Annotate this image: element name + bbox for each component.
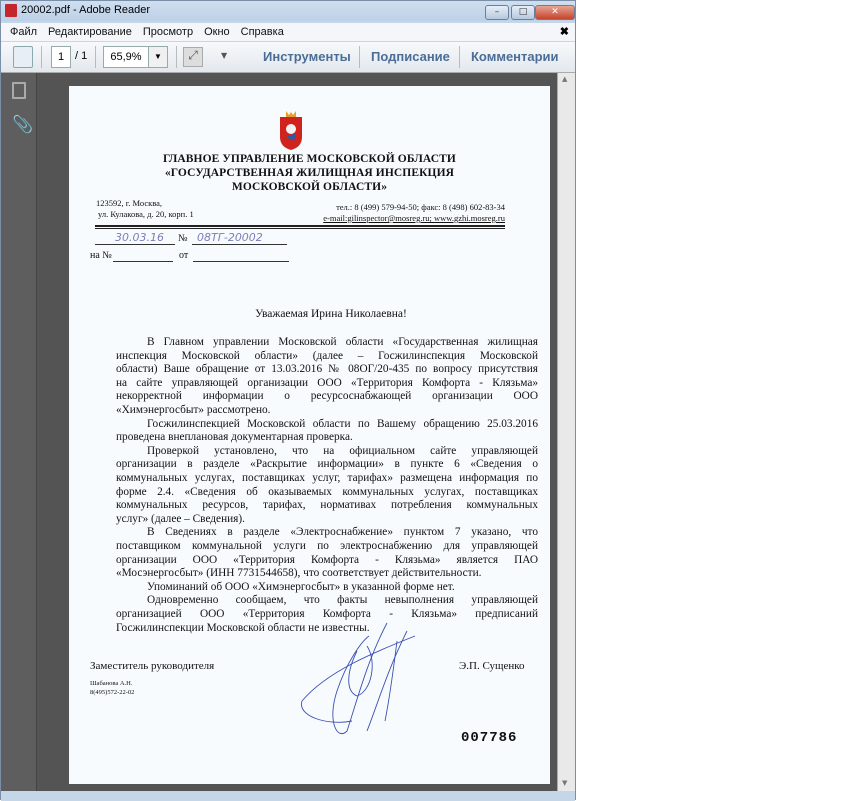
address-line: 123592, г. Москва, bbox=[96, 198, 163, 208]
letter-text-line: Упоминаний об ООО «Химэнергосбыт» в указанной форме нет. bbox=[147, 580, 455, 593]
contacts-line: e-mail:gilinspector@mosreg.ru; www.gzhi.mosreg.ru bbox=[323, 213, 505, 223]
letter-text-line: проведена внеплановая документарная проверка. bbox=[116, 431, 353, 444]
letter-text-line: В Сведениях в разделе «Электроснабжение» пунктом 7 указано, что bbox=[147, 526, 538, 539]
window-title: 20002.pdf - Adobe Reader bbox=[21, 4, 151, 16]
letter-text-line: услуг» (далее – Сведения). bbox=[116, 512, 245, 525]
toolbar bbox=[1, 42, 575, 73]
document-viewer bbox=[1, 73, 575, 791]
close-document-icon[interactable]: ✖ bbox=[559, 26, 569, 38]
sign-button[interactable]: Подписание bbox=[371, 49, 450, 64]
page-total: / 1 bbox=[75, 50, 88, 62]
letter-text-line: форме 2.4. «Сведения об оказываемых коммунальных услугах, поставщиках bbox=[116, 485, 538, 498]
letter-text-line: Госжилинспекции Московской области не известны. bbox=[116, 621, 370, 634]
number-label: № bbox=[178, 233, 188, 244]
pdf-app-icon bbox=[5, 4, 17, 17]
fullscreen-icon[interactable]: ⤢ bbox=[183, 47, 203, 67]
zoom-dropdown-chevron-icon[interactable]: ▼ bbox=[148, 46, 168, 68]
letter-text-line: коммунальных услугах, поставщиках услуг, тарифах» размещена информация по bbox=[116, 472, 538, 484]
pages-thumbnail-icon[interactable] bbox=[12, 82, 26, 99]
scroll-down-icon[interactable]: ▼ bbox=[562, 779, 568, 787]
letter-text-line: организации в разделе «Раскрытие информации» в пункте 6 «Сведения о bbox=[116, 458, 538, 471]
letter-text-line: Проверкой установлено, что на официальном сайте управляющей bbox=[147, 444, 538, 457]
menu-view[interactable]: Просмотр bbox=[142, 26, 194, 38]
letterhead-line: «ГОСУДАРСТВЕННАЯ ЖИЛИЩНАЯ ИНСПЕКЦИЯ bbox=[164, 167, 455, 179]
outgoing-date: 30.03.16 bbox=[115, 231, 164, 244]
letter-text-line: области) Ваше обращение от 13.03.2016 № 08ОГ/20-435 по вопросу присутствия bbox=[116, 363, 538, 376]
ref-from-label: от bbox=[179, 250, 189, 261]
letter-text-line: поставщиком коммунальной услуги по электроснабжению для управляющей bbox=[116, 540, 538, 552]
address-line: ул. Кулакова, д. 20, корп. 1 bbox=[98, 209, 194, 219]
ref-number-label: на № bbox=[90, 250, 112, 261]
letter-text-line: «Химэнергосбыт» рассмотрено. bbox=[116, 404, 271, 416]
signatory-position: Заместитель руководителя bbox=[90, 660, 215, 672]
menu-edit[interactable]: Редактирование bbox=[48, 26, 132, 38]
tools-button[interactable]: Инструменты bbox=[263, 49, 351, 64]
open-file-icon[interactable] bbox=[13, 46, 33, 68]
menu-bar bbox=[1, 23, 575, 41]
signatory-name: Э.П. Сущенко bbox=[459, 660, 525, 672]
minimize-button[interactable]: – bbox=[485, 5, 509, 20]
handwritten-signature bbox=[297, 621, 427, 741]
letter-text-line: организацией ООО «Территория Комфорта - Клязьма» предписаний bbox=[116, 608, 538, 620]
serial-number: 007786 bbox=[461, 730, 518, 746]
greeting: Уважаемая Ирина Николаевна! bbox=[255, 308, 407, 320]
letter-text-line: организации ООО «Территория Комфорта - Клязьма» является ПАО bbox=[116, 553, 538, 566]
vertical-scrollbar[interactable] bbox=[557, 73, 575, 791]
letterhead-line: МОСКОВСКОЙ ОБЛАСТИ» bbox=[231, 181, 388, 193]
letter-text-line: инспекция Московской области» (далее – Госжилинспекция Московской bbox=[116, 349, 538, 362]
letterhead-divider bbox=[95, 225, 505, 229]
menu-window[interactable]: Окно bbox=[204, 26, 230, 38]
menu-file[interactable]: Файл bbox=[10, 26, 38, 38]
attachments-paperclip-icon[interactable]: 📎 bbox=[12, 115, 34, 135]
letter-text-line: некорректной информации о ресурсоснабжающей организации ООО bbox=[116, 390, 538, 403]
contacts-line: тел.: 8 (499) 579-94-50; факс: 8 (498) 602-83-34 bbox=[336, 202, 505, 212]
outgoing-number: 08ТГ-20002 bbox=[197, 231, 263, 244]
letter-text-line: Одновременно сообщаем, что факты невыполнения управляющей bbox=[147, 594, 538, 607]
letter-text-line: коммунальных ресурсов, тарифах, нормативах потребления коммунальных bbox=[116, 499, 538, 512]
more-tools-chevron-icon[interactable]: ▼ bbox=[221, 51, 228, 60]
executor-phone: 8(495)572-22-02 bbox=[90, 689, 135, 696]
scroll-up-icon[interactable]: ▲ bbox=[562, 75, 568, 83]
coat-of-arms-logo bbox=[278, 109, 304, 151]
maximize-button[interactable]: □ bbox=[511, 5, 535, 20]
letter-text-line: на сайте управляющей организации ООО «Территория Комфорта - Клязьма» bbox=[116, 376, 538, 389]
pdf-page bbox=[69, 86, 550, 784]
executor-name: Шабанова А.Н. bbox=[90, 680, 133, 687]
title-bar bbox=[1, 1, 575, 21]
zoom-input[interactable]: 65,9% bbox=[103, 46, 149, 68]
close-button[interactable]: ✕ bbox=[535, 5, 575, 20]
letter-text-line: Госжилинспекцией Московской области по Вашему обращению 25.03.2016 bbox=[147, 417, 538, 430]
letter-text-line: «Мосэнергосбыт» (ИНН 7731544658), что соответствует действительности. bbox=[116, 567, 482, 580]
menu-help[interactable]: Справка bbox=[240, 26, 284, 38]
letter-text-line: В Главном управлении Московской области «Государственная жилищная bbox=[147, 336, 538, 348]
navigation-pane bbox=[1, 73, 37, 791]
page-number-input[interactable]: 1 bbox=[51, 46, 71, 68]
comments-button[interactable]: Комментарии bbox=[471, 49, 559, 64]
letterhead-line: ГЛАВНОЕ УПРАВЛЕНИЕ МОСКОВСКОЙ ОБЛАСТИ bbox=[163, 153, 456, 165]
